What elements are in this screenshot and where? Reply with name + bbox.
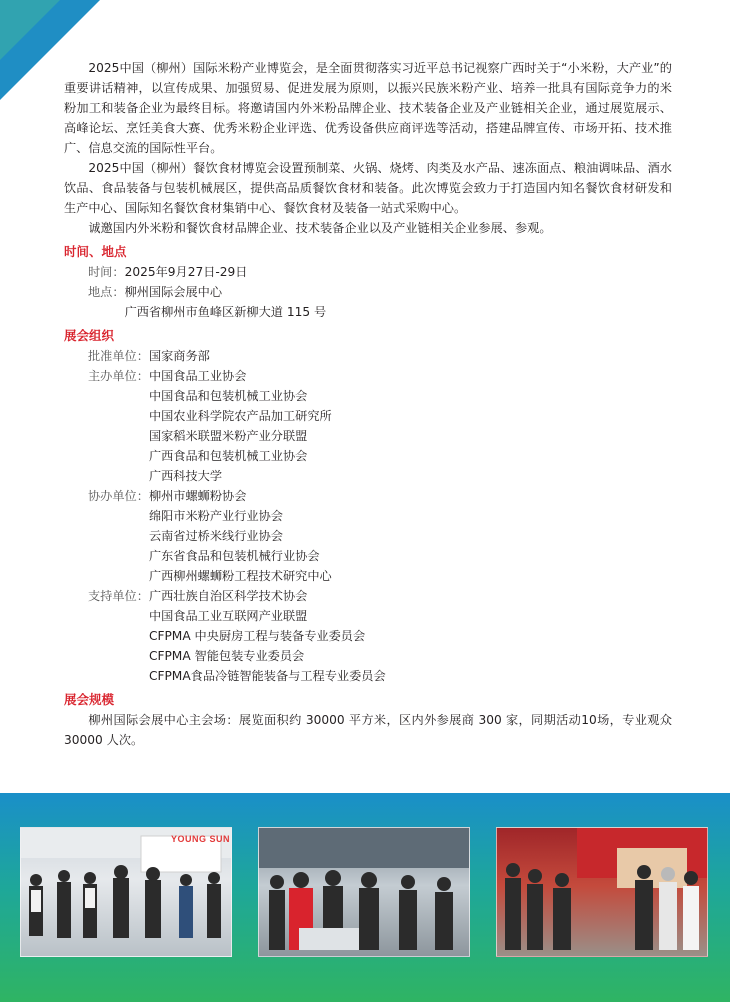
time-value: 2025年9月27日-29日 bbox=[124, 265, 248, 279]
expo-photo-1-illustration bbox=[21, 828, 231, 956]
intro-paragraph-1: 2025中国（柳州）国际米粉产业博览会，是全面贯彻落实习近平总书记视察广西时关于“小米粉，大产业”的重要讲话精神，以宣传成果、加强贸易、促进发展为原则，以振兴民族米粉产业、培养一批具有国际竞争力的米粉加工和装备企业为最终目标。将邀请国内外米粉品牌企业、技术装备企业及产业链相关企业，通过展览展示、高峰论坛、烹饪美食大赛、优秀米粉企业评选、优秀设备供应商评选等活动，搭建品牌宣传、市场开拓、技术推广、信息交流的国际性平台。 bbox=[64, 61, 672, 155]
org-item: CFPMA 中央厨房工程与装备专业委员会 bbox=[148, 629, 366, 643]
org-item: 广西科技大学 bbox=[148, 469, 223, 483]
org-item: 云南省过桥米线行业协会 bbox=[148, 529, 283, 543]
org-item: 广西柳州螺蛳粉工程技术研究中心 bbox=[148, 569, 332, 583]
host-label: 主办单位： bbox=[88, 369, 149, 383]
org-item: 中国农业科学院农产品加工研究所 bbox=[148, 409, 332, 423]
org-item: 广西食品和包装机械工业协会 bbox=[148, 449, 308, 463]
expo-photo-3 bbox=[496, 827, 708, 957]
corner-decoration-overlay bbox=[0, 0, 60, 60]
expo-photo-1 bbox=[20, 827, 232, 957]
section-heading-organization: 展会组织 bbox=[64, 328, 115, 343]
section-heading-scale: 展会规模 bbox=[64, 692, 115, 707]
org-item: CFPMA 智能包装专业委员会 bbox=[148, 649, 305, 663]
supporter-row bbox=[64, 586, 672, 686]
approver-label: 批准单位： bbox=[88, 349, 149, 363]
photo-footer-band bbox=[0, 793, 730, 1002]
approver-row bbox=[64, 346, 672, 366]
org-item: 广西壮族自治区科学技术协会 bbox=[148, 589, 308, 603]
org-item: 柳州市螺蛳粉协会 bbox=[148, 489, 247, 503]
org-item: 中国食品和包装机械工业协会 bbox=[148, 389, 308, 403]
time-row bbox=[64, 262, 672, 282]
intro-paragraph-2: 2025中国（柳州）餐饮食材博览会设置预制菜、火锅、烧烤、肉类及水产品、速冻面点、粮油调味品、酒水饮品、食品装备与包装机械展区，提供高品质餐饮食材和装备。此次博览会致力于打造国内知名餐饮食材研发和生产中心、国际知名餐饮食材集销中心、餐饮食材及装备一站式采购中心。 bbox=[64, 161, 672, 215]
org-item: 中国食品工业互联网产业联盟 bbox=[148, 609, 308, 623]
org-item: 国家商务部 bbox=[148, 349, 210, 363]
co-organizer-label: 协办单位： bbox=[88, 489, 149, 503]
brochure-content bbox=[64, 58, 672, 750]
supporter-label: 支持单位： bbox=[88, 589, 149, 603]
place-label: 地点： bbox=[88, 285, 125, 299]
place-value: 柳州国际会展中心 bbox=[124, 285, 223, 299]
place-address: 广西省柳州市鱼峰区新柳大道 115 号 bbox=[124, 305, 327, 319]
place-row bbox=[64, 282, 672, 322]
co-organizer-row bbox=[64, 486, 672, 586]
expo-photo-2 bbox=[258, 827, 470, 957]
section-heading-time-place: 时间、地点 bbox=[64, 244, 127, 259]
org-item: CFPMA食品冷链智能装备与工程专业委员会 bbox=[148, 669, 386, 683]
booth-sign: YOUNG SUN bbox=[171, 834, 231, 844]
scale-text: 柳州国际会展中心主会场：展览面积约 30000 平方米，区内外参展商 300 家，同期活动10场，专业观众 30000 人次。 bbox=[64, 713, 672, 747]
intro-paragraph-3: 诚邀国内外米粉和餐饮食材品牌企业、技术装备企业以及产业链相关企业参展、参观。 bbox=[88, 221, 552, 235]
expo-photo-3-illustration bbox=[497, 828, 707, 956]
org-item: 国家稻米联盟米粉产业分联盟 bbox=[148, 429, 308, 443]
host-row bbox=[64, 366, 672, 486]
org-item: 中国食品工业协会 bbox=[148, 369, 247, 383]
time-label: 时间： bbox=[88, 265, 125, 279]
org-item: 广东省食品和包装机械行业协会 bbox=[148, 549, 320, 563]
expo-photo-2-illustration bbox=[259, 828, 469, 956]
org-item: 绵阳市米粉产业行业协会 bbox=[148, 509, 283, 523]
